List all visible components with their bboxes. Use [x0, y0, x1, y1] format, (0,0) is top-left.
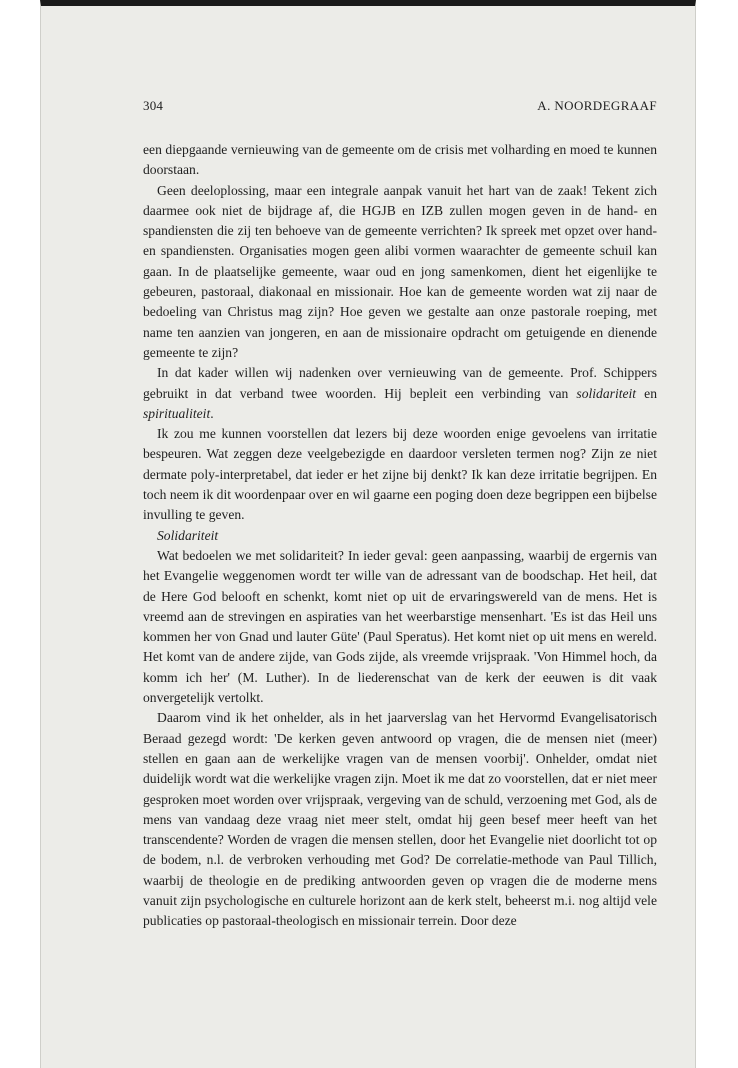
term-spiritualiteit: spiritualiteit: [143, 405, 211, 421]
paragraph-3: [143, 363, 657, 424]
paragraph-2: Geen deeloplossing, maar een integrale aanpak vanuit het hart van de zaak! Tekent zich daarmee ook niet de bijdrage af, die HGJB en IZB zullen mogen geven in de hand- en spandiensten die zij ten behoeve van de gemeente verrichten? Ik spreek met opzet over hand- en spandiensten. Organisaties mogen geen alibi vormen waarachter de gemeente schuil kan gaan. In de plaatselijke gemeente, waar oud en jong samenkomen, dient het eigenlijke te gebeuren, pastoraal, diakonaal en missionair. Hoe kan de gemeente worden wat zij naar de bedoeling van Christus mag zijn? Hoe geven we gestalte aan onze pastorale roeping, met name ten aanzien van jongeren, en aan de missionaire opdracht om getuigende en dienende gemeente te zijn?: [143, 182, 657, 360]
section-paragraph-1: Wat bedoelen we met solidariteit? In ieder geval: geen aanpassing, waarbij de ergernis van het Evangelie weggenomen wordt ter wille van de adressant van de boodschap. Het heil, dat de Here God belooft en schenkt, komt niet op uit de ervaringswereld van de mens. Het is vreemd aan de strevingen en aspiraties van het weerbarstige mensenhart. 'Es ist das Heil uns kommen her von Gnad und lauter Güte' (Paul Speratus). Het komt niet op uit mens en wereld. Het komt van de andere zijde, van Gods zijde, als vreemde vrijspraak. 'Von Himmel hoch, da komm ich her' (M. Luther). In de liederenschat van de kerk der eeuwen is dit vaak onvergetelijk vertolkt.: [143, 547, 657, 706]
paragraph-3-text-a: In dat kader willen wij nadenken over vernieuwing van de gemeente. Prof. Schippers gebruikt in dat verband twee woorden. Hij bepleit een verbinding van: [143, 365, 657, 401]
page-number: 304: [143, 98, 164, 113]
paragraph-3-text-c: .: [210, 405, 214, 421]
paragraph-1: een diepgaande vernieuwing van de gemeente om de crisis met volharding en moed te kunnen doorstaan.: [143, 142, 657, 178]
paragraph-4: Ik zou me kunnen voorstellen dat lezers bij deze woorden enige gevoelens van irritatie bespeuren. Wat zeggen deze veelgebezigde en daardoor versleten termen nog? Zijn ze niet dermate poly-interpretabel, dat ieder er het zijne bij denkt? Ik kan deze irritatie begrijpen. En toch neem ik dit woordenpaar over en wil gaarne een poging doen deze begrippen een bijbelse invulling te geven.: [143, 426, 657, 523]
running-title: A. NOORDEGRAAF: [537, 98, 657, 113]
paragraph-3-text-b: en: [636, 385, 657, 401]
section-paragraph-2: Daarom vind ik het onhelder, als in het jaarverslag van het Hervormd Evangelisatorisch Beraad gezegd wordt: 'De kerken geven antwoord op vragen, die de mensen niet (meer) stellen en gaan aan de werkelijke vragen van de mensen voorbij'. Onhelder, omdat niet duidelijk wordt wat die werkelijke vragen zijn. Moet ik me dat zo voorstellen, dat er niet meer gesproken moet worden over vrijspraak, vergeving van de schuld, verzoening met God, als de mens van vandaag deze vraag niet meer stelt, omdat hij geen besef meer heeft van het transcendente? Worden de vragen die mensen stellen, door het Evangelie niet doorlicht tot op de bodem, n.l. de verbroken verhouding met God? De correlatie-methode van Paul Tillich, waarbij de theologie en de prediking antwoorden geven op vragen die de moderne mens vanuit zijn psychologische en culturele horizont aan de kerk stelt, beheerst m.i. nog altijd vele publicaties op pastoraal-theologisch en missionair terrein. Door deze: [143, 710, 657, 929]
body-text: [143, 140, 657, 932]
book-page: [40, 0, 696, 1068]
section-heading: Solidariteit: [157, 527, 219, 543]
term-solidariteit: solidariteit: [576, 385, 637, 401]
